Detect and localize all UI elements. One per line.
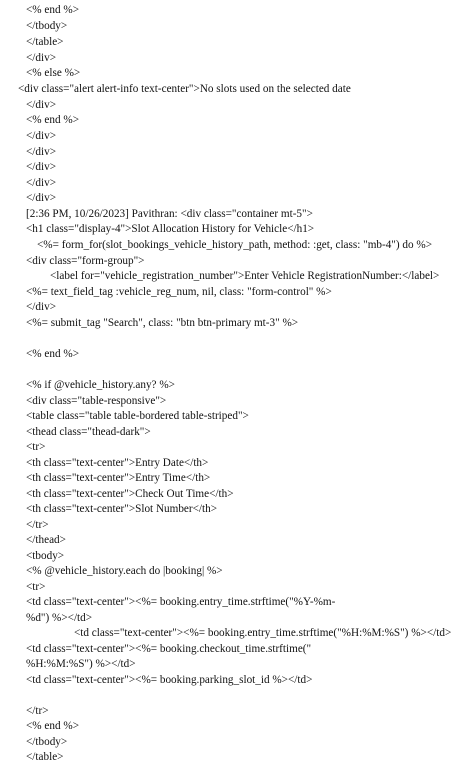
code-line: </thead> (26, 534, 66, 546)
code-line: <% @vehicle_history.each do |booking| %> (26, 565, 223, 577)
code-line: <% end %> (26, 4, 80, 16)
code-line: <% if @vehicle_history.any? %> (26, 379, 175, 391)
code-line: <%= submit_tag "Search", class: "btn btn-primary mt-3" %> (26, 317, 299, 329)
code-line: [2:36 PM, 10/26/2023] Pavithran: <div class="container mt-5"> (26, 208, 313, 220)
code-line: </div> (26, 161, 57, 173)
code-line: <td class="text-center"><%= booking.entry_time.strftime("%H:%M:%S") %></td> (74, 627, 452, 639)
code-line: <h1 class="display-4">Slot Allocation History for Vehicle</h1> (26, 223, 315, 235)
code-line: <% end %> (26, 114, 80, 126)
code-line: </div> (26, 177, 57, 189)
code-line: <th class="text-center">Slot Number</th> (26, 503, 218, 515)
code-line: </tbody> (26, 736, 68, 748)
code-line: <th class="text-center">Entry Date</th> (26, 457, 209, 469)
code-line: <%= form_for(slot_bookings_vehicle_history_path, method: :get, class: "mb-4") do %> (37, 239, 433, 251)
code-line: <% end %> (26, 720, 80, 732)
code-line: <td class="text-center"><%= booking.parking_slot_id %></td> (26, 674, 313, 686)
code-line: </tr> (26, 519, 49, 531)
code-line: <th class="text-center">Entry Time</th> (26, 472, 211, 484)
code-line: <td class="text-center"><%= booking.entry_time.strftime("%Y-%m- (26, 596, 336, 608)
code-line: <th class="text-center">Check Out Time</th> (26, 488, 234, 500)
code-line: </tbody> (26, 20, 68, 32)
code-line: </div> (26, 130, 57, 142)
code-line: %d") %></td> (26, 612, 93, 624)
code-line: <thead class="thead-dark"> (26, 426, 151, 438)
code-line: <label for="vehicle_registration_number">Enter Vehicle RegistrationNumber:</label> (50, 270, 440, 282)
code-line: <tbody> (26, 550, 65, 562)
code-line: </table> (26, 36, 64, 48)
code-line: <tr> (26, 581, 46, 593)
code-line: <div class="form-group"> (26, 255, 145, 267)
code-line: </tr> (26, 705, 49, 717)
code-line: <div class="alert alert-info text-center">No slots used on the selected date (18, 83, 351, 95)
code-line: <%= text_field_tag :vehicle_reg_num, nil, class: "form-control" %> (26, 286, 332, 298)
code-line: </div> (26, 52, 57, 64)
code-line: </div> (26, 301, 57, 313)
code-line: </div> (26, 146, 57, 158)
code-line: </div> (26, 192, 57, 204)
code-line: </table> (26, 751, 64, 763)
code-line: <div class="table-responsive"> (26, 395, 167, 407)
code-line: </div> (26, 99, 57, 111)
code-line: <table class="table table-bordered table-striped"> (26, 410, 249, 422)
code-line: %H:%M:%S") %></td> (26, 658, 136, 670)
code-line: <tr> (26, 441, 46, 453)
code-line: <% end %> (26, 348, 80, 360)
code-line: <% else %> (26, 67, 81, 79)
code-line: <td class="text-center"><%= booking.checkout_time.strftime(" (26, 643, 312, 655)
